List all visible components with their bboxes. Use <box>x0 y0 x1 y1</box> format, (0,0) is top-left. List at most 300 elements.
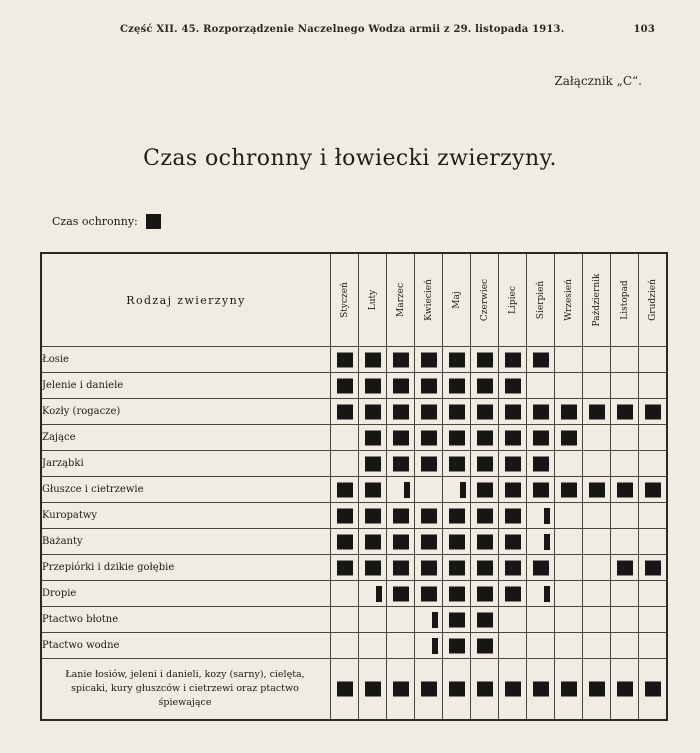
closed-season-mark <box>477 482 493 497</box>
month-cell <box>583 581 611 607</box>
closed-season-mark <box>477 404 493 419</box>
month-cell <box>499 555 527 581</box>
month-cell <box>527 607 555 633</box>
month-cell <box>471 607 499 633</box>
month-cell <box>331 425 359 451</box>
month-cell <box>611 607 639 633</box>
month-cell <box>499 477 527 503</box>
month-cell <box>443 503 471 529</box>
month-header <box>331 253 359 347</box>
closed-season-mark <box>449 456 465 471</box>
month-cell <box>583 555 611 581</box>
month-cell <box>415 425 443 451</box>
month-cell <box>387 477 415 503</box>
month-cell <box>387 425 415 451</box>
month-cell <box>611 633 639 659</box>
closed-season-mark <box>393 430 409 445</box>
closed-season-mark <box>645 682 661 697</box>
month-cell <box>555 451 583 477</box>
month-cell <box>555 503 583 529</box>
closed-season-mark <box>449 508 465 523</box>
closed-season-mark <box>505 352 521 367</box>
closed-season-mark <box>337 352 353 367</box>
month-header <box>555 253 583 347</box>
month-cell <box>471 555 499 581</box>
month-cell <box>611 555 639 581</box>
month-cell <box>611 347 639 373</box>
month-cell <box>331 529 359 555</box>
closed-season-mark <box>449 378 465 393</box>
closed-season-mark <box>561 404 577 419</box>
month-cell <box>359 503 387 529</box>
closed-season-mark <box>393 508 409 523</box>
month-cell <box>387 555 415 581</box>
month-label: Maj <box>451 291 462 309</box>
month-cell <box>499 347 527 373</box>
month-cell <box>331 373 359 399</box>
closed-season-mark <box>421 534 437 549</box>
month-cell <box>499 633 527 659</box>
table-row <box>41 633 667 659</box>
closed-season-mark <box>477 682 493 697</box>
month-cell <box>415 347 443 373</box>
closed-season-mark <box>505 560 521 575</box>
month-cell <box>359 425 387 451</box>
month-cell <box>443 425 471 451</box>
closed-season-mark <box>505 534 521 549</box>
closed-season-mark <box>337 534 353 549</box>
month-header <box>611 253 639 347</box>
table-row <box>41 607 667 633</box>
month-cell <box>415 607 443 633</box>
closed-season-mark <box>393 560 409 575</box>
month-cell <box>611 659 639 721</box>
month-cell <box>471 529 499 555</box>
month-cell <box>331 581 359 607</box>
month-cell <box>555 347 583 373</box>
closed-season-mark <box>561 430 577 445</box>
month-cell <box>583 451 611 477</box>
month-cell <box>639 477 668 503</box>
month-cell <box>639 659 668 721</box>
month-cell <box>611 503 639 529</box>
month-cell <box>415 477 443 503</box>
month-cell <box>331 503 359 529</box>
month-header <box>527 253 555 347</box>
month-cell <box>583 503 611 529</box>
closed-season-mark <box>645 404 661 419</box>
month-cell <box>443 347 471 373</box>
species-name: Jelenie i daniele <box>41 373 331 399</box>
species-name: Dropie <box>41 581 331 607</box>
closed-season-mark <box>533 430 549 445</box>
partial-closed-season-mark <box>432 612 438 628</box>
month-cell <box>443 659 471 721</box>
closed-season-mark <box>505 430 521 445</box>
closed-season-mark <box>449 404 465 419</box>
closed-season-mark <box>477 352 493 367</box>
month-cell <box>555 529 583 555</box>
closed-season-mark <box>337 482 353 497</box>
closed-season-mark <box>421 352 437 367</box>
species-name: Ptactwo wodne <box>41 633 331 659</box>
month-label: Grudzień <box>647 279 658 321</box>
month-header <box>471 253 499 347</box>
closed-season-mark <box>477 534 493 549</box>
month-cell <box>471 399 499 425</box>
month-label: Wrzesień <box>563 279 574 321</box>
month-cell <box>415 529 443 555</box>
closed-season-mark <box>421 560 437 575</box>
closed-season-mark <box>477 560 493 575</box>
month-cell <box>387 373 415 399</box>
month-cell <box>583 373 611 399</box>
closed-season-mark <box>477 456 493 471</box>
closed-season-mark <box>561 482 577 497</box>
month-header <box>443 253 471 347</box>
closed-season-mark <box>477 638 493 653</box>
month-cell <box>359 607 387 633</box>
closed-season-mark <box>365 682 381 697</box>
month-cell <box>583 347 611 373</box>
month-cell <box>331 399 359 425</box>
month-cell <box>639 451 668 477</box>
month-cell <box>471 347 499 373</box>
closed-season-mark <box>365 378 381 393</box>
closed-season-mark <box>365 352 381 367</box>
closed-season-mark <box>617 482 633 497</box>
month-cell <box>611 581 639 607</box>
annex-label: Załącznik „C“. <box>554 74 642 88</box>
species-name: Głuszce i cietrzewie <box>41 477 331 503</box>
month-cell <box>387 503 415 529</box>
closed-season-mark <box>533 482 549 497</box>
month-cell <box>359 581 387 607</box>
closed-season-mark <box>449 430 465 445</box>
page-number: 103 <box>633 24 655 35</box>
month-cell <box>527 581 555 607</box>
closed-season-mark <box>505 404 521 419</box>
closed-season-mark <box>645 560 661 575</box>
month-cell <box>359 659 387 721</box>
month-cell <box>387 451 415 477</box>
month-cell <box>359 555 387 581</box>
month-cell <box>583 633 611 659</box>
month-cell <box>555 659 583 721</box>
partial-closed-season-mark <box>544 508 550 524</box>
month-cell <box>639 607 668 633</box>
table-row <box>41 581 667 607</box>
month-cell <box>331 451 359 477</box>
closed-season-mark <box>393 352 409 367</box>
closed-season-mark <box>449 586 465 601</box>
closed-season-mark <box>421 378 437 393</box>
month-label: Czerwiec <box>479 278 490 322</box>
closed-season-mark <box>449 534 465 549</box>
running-header-text: Część XII. 45. Rozporządzenie Naczelnego Wodza armii z 29. listopada 1913. <box>120 24 565 35</box>
closed-season-mark <box>561 682 577 697</box>
month-cell <box>331 607 359 633</box>
month-cell <box>331 555 359 581</box>
month-cell <box>555 425 583 451</box>
closed-season-mark <box>337 508 353 523</box>
month-cell <box>611 373 639 399</box>
month-cell <box>639 555 668 581</box>
closed-season-mark <box>477 612 493 627</box>
partial-closed-season-mark <box>544 534 550 550</box>
month-cell <box>639 581 668 607</box>
legend <box>52 214 161 229</box>
species-name: Łosie <box>41 347 331 373</box>
closed-season-mark <box>421 508 437 523</box>
closed-season-mark <box>365 404 381 419</box>
month-cell <box>527 633 555 659</box>
closed-season-mark <box>505 378 521 393</box>
closed-season-mark <box>393 404 409 419</box>
month-cell <box>443 399 471 425</box>
month-cell <box>583 607 611 633</box>
month-cell <box>527 451 555 477</box>
month-cell <box>499 659 527 721</box>
month-cell <box>527 477 555 503</box>
month-cell <box>527 373 555 399</box>
month-cell <box>555 477 583 503</box>
month-cell <box>527 347 555 373</box>
month-cell <box>471 633 499 659</box>
month-cell <box>471 503 499 529</box>
month-cell <box>583 399 611 425</box>
month-cell <box>471 425 499 451</box>
month-cell <box>555 555 583 581</box>
game-season-table <box>40 252 668 721</box>
month-cell <box>443 607 471 633</box>
month-label: Styczeń <box>339 282 350 318</box>
month-header <box>499 253 527 347</box>
month-cell <box>527 425 555 451</box>
month-cell <box>499 503 527 529</box>
month-cell <box>359 347 387 373</box>
month-cell <box>415 399 443 425</box>
month-cell <box>639 529 668 555</box>
partial-closed-season-mark <box>460 482 466 498</box>
month-label: Luty <box>367 289 378 311</box>
month-cell <box>387 659 415 721</box>
closed-season-mark <box>393 456 409 471</box>
month-cell <box>471 659 499 721</box>
species-name: Zające <box>41 425 331 451</box>
month-cell <box>555 399 583 425</box>
month-cell <box>639 503 668 529</box>
month-cell <box>443 581 471 607</box>
month-cell <box>359 451 387 477</box>
closed-season-mark <box>449 352 465 367</box>
closed-season-mark <box>365 456 381 471</box>
month-cell <box>415 633 443 659</box>
month-cell <box>499 529 527 555</box>
closed-season-mark <box>365 560 381 575</box>
closed-season-mark <box>449 682 465 697</box>
month-cell <box>499 451 527 477</box>
closed-season-mark <box>421 404 437 419</box>
closed-season-mark <box>337 404 353 419</box>
month-cell <box>471 581 499 607</box>
month-cell <box>471 477 499 503</box>
month-cell <box>527 555 555 581</box>
species-name: Jarząbki <box>41 451 331 477</box>
month-cell <box>359 529 387 555</box>
month-cell <box>415 659 443 721</box>
partial-closed-season-mark <box>404 482 410 498</box>
closed-season-mark <box>421 456 437 471</box>
month-cell <box>415 503 443 529</box>
month-cell <box>387 607 415 633</box>
closed-season-mark <box>589 682 605 697</box>
month-cell <box>387 581 415 607</box>
closed-season-mark <box>645 482 661 497</box>
legend-closed-season-swatch <box>146 214 161 229</box>
closed-season-mark <box>589 404 605 419</box>
month-cell <box>555 633 583 659</box>
month-cell <box>443 373 471 399</box>
month-cell <box>527 529 555 555</box>
closed-season-mark <box>477 430 493 445</box>
partial-closed-season-mark <box>376 586 382 602</box>
month-cell <box>443 555 471 581</box>
table-row <box>41 425 667 451</box>
month-cell <box>415 555 443 581</box>
closed-season-mark <box>393 586 409 601</box>
month-header <box>583 253 611 347</box>
closed-season-mark <box>505 508 521 523</box>
month-label: Listopad <box>619 280 630 320</box>
closed-season-mark <box>365 508 381 523</box>
species-name: Ptactwo błotne <box>41 607 331 633</box>
closed-season-mark <box>477 586 493 601</box>
month-header <box>639 253 668 347</box>
month-cell <box>387 633 415 659</box>
closed-season-mark <box>533 352 549 367</box>
closed-season-mark <box>393 682 409 697</box>
closed-season-mark <box>337 682 353 697</box>
species-name: Przepiórki i dzikie gołębie <box>41 555 331 581</box>
month-cell <box>583 529 611 555</box>
closed-season-mark <box>505 682 521 697</box>
month-cell <box>359 477 387 503</box>
month-cell <box>555 581 583 607</box>
closed-season-mark <box>533 682 549 697</box>
closed-season-mark <box>365 482 381 497</box>
month-header <box>415 253 443 347</box>
month-label: Sierpień <box>535 280 546 320</box>
table-body <box>41 347 667 721</box>
month-cell <box>583 659 611 721</box>
month-cell <box>387 347 415 373</box>
closed-season-mark <box>505 456 521 471</box>
closed-season-mark <box>393 378 409 393</box>
closed-season-mark <box>533 404 549 419</box>
closed-season-mark <box>505 482 521 497</box>
kind-column-header: Rodzaj zwierzyny <box>41 253 331 347</box>
closed-season-mark <box>449 638 465 653</box>
month-cell <box>499 373 527 399</box>
month-cell <box>499 399 527 425</box>
month-cell <box>611 451 639 477</box>
species-name: Kuropatwy <box>41 503 331 529</box>
month-cell <box>499 607 527 633</box>
table-row <box>41 503 667 529</box>
month-cell <box>639 633 668 659</box>
month-cell <box>331 477 359 503</box>
month-cell <box>611 529 639 555</box>
table-header-row <box>41 253 667 347</box>
month-cell <box>527 659 555 721</box>
month-label: Marzec <box>395 283 406 317</box>
closed-season-mark <box>589 482 605 497</box>
month-header <box>359 253 387 347</box>
month-cell <box>387 399 415 425</box>
month-cell <box>555 373 583 399</box>
month-cell <box>443 477 471 503</box>
partial-closed-season-mark <box>432 638 438 654</box>
month-cell <box>471 451 499 477</box>
month-cell <box>611 425 639 451</box>
month-cell <box>499 581 527 607</box>
month-cell <box>415 451 443 477</box>
species-name: Bażanty <box>41 529 331 555</box>
closed-season-mark <box>393 534 409 549</box>
month-cell <box>415 373 443 399</box>
closed-season-mark <box>449 560 465 575</box>
closed-season-mark <box>421 682 437 697</box>
month-label: Kwiecień <box>423 279 434 321</box>
closed-season-mark <box>533 456 549 471</box>
month-cell <box>583 425 611 451</box>
table-row <box>41 555 667 581</box>
month-cell <box>359 399 387 425</box>
closed-season-mark <box>505 586 521 601</box>
table-row <box>41 451 667 477</box>
closed-season-mark <box>617 404 633 419</box>
month-cell <box>359 373 387 399</box>
month-cell <box>443 529 471 555</box>
month-cell <box>499 425 527 451</box>
species-name: Kozły (rogacze) <box>41 399 331 425</box>
month-cell <box>639 425 668 451</box>
legend-label: Czas ochronny: <box>52 215 138 228</box>
month-cell <box>639 347 668 373</box>
month-label: Październik <box>591 273 602 327</box>
month-cell <box>471 373 499 399</box>
month-cell <box>359 633 387 659</box>
month-cell <box>583 477 611 503</box>
partial-closed-season-mark <box>544 586 550 602</box>
closed-season-mark <box>421 586 437 601</box>
table-row <box>41 347 667 373</box>
closed-season-mark <box>365 534 381 549</box>
month-cell <box>331 659 359 721</box>
month-cell <box>555 607 583 633</box>
table-row <box>41 659 667 721</box>
species-name: Łanie łosiów, jeleni i danieli, kozy (sarny), cielęta, spicaki, kury głuszców i cietrzewi oraz ptactwo śpiewające <box>41 659 331 721</box>
month-cell <box>639 399 668 425</box>
closed-season-mark <box>337 560 353 575</box>
closed-season-mark <box>617 682 633 697</box>
table-row <box>41 477 667 503</box>
month-cell <box>527 503 555 529</box>
month-header <box>387 253 415 347</box>
month-cell <box>611 399 639 425</box>
month-cell <box>415 581 443 607</box>
